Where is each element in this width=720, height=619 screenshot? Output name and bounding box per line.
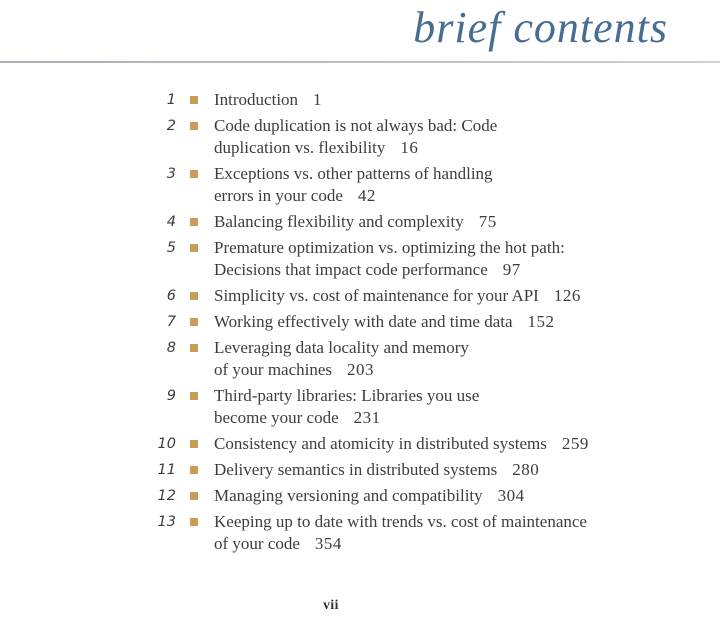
square-bullet-icon bbox=[190, 122, 198, 130]
square-bullet-icon bbox=[190, 392, 198, 400]
chapter-page-number: 97 bbox=[502, 260, 521, 279]
chapter-number: 5 bbox=[166, 240, 176, 256]
chapter-title bbox=[214, 89, 322, 111]
chapter-page-number: 304 bbox=[497, 486, 525, 505]
chapter-title-line: Leveraging data locality and memory bbox=[214, 338, 469, 357]
chapter-title-line: Exceptions vs. other patterns of handling bbox=[214, 164, 493, 183]
toc-entry bbox=[0, 485, 720, 507]
chapter-title bbox=[214, 433, 589, 455]
footer-folio: vii bbox=[323, 597, 339, 612]
chapter-title-line: Working effectively with date and time data 152 bbox=[214, 312, 555, 331]
chapter-page-number: 152 bbox=[527, 312, 555, 331]
chapter-number: 6 bbox=[166, 288, 176, 304]
square-bullet-icon bbox=[190, 292, 198, 300]
toc-entry bbox=[0, 433, 720, 455]
chapter-page-number: 75 bbox=[478, 212, 497, 231]
chapter-page-number: 42 bbox=[357, 186, 376, 205]
chapter-title-line: Decisions that impact code performance 97 bbox=[214, 260, 521, 279]
square-bullet-icon bbox=[190, 440, 198, 448]
chapter-title-line: Delivery semantics in distributed systems 280 bbox=[214, 460, 540, 479]
chapter-title-line: Managing versioning and compatibility 304 bbox=[214, 486, 525, 505]
square-bullet-icon bbox=[190, 244, 198, 252]
square-bullet-icon bbox=[190, 518, 198, 526]
chapter-title bbox=[214, 337, 469, 381]
chapter-title bbox=[214, 485, 525, 507]
chapter-title-line: Balancing flexibility and complexity 75 bbox=[214, 212, 497, 231]
toc-entry bbox=[0, 311, 720, 333]
toc-entry bbox=[0, 89, 720, 111]
chapter-page-number: 280 bbox=[512, 460, 540, 479]
chapter-page-number: 1 bbox=[313, 90, 323, 109]
chapter-number: 2 bbox=[166, 118, 176, 134]
chapter-number: 8 bbox=[166, 340, 176, 356]
chapter-title bbox=[214, 385, 479, 429]
square-bullet-icon bbox=[190, 96, 198, 104]
toc-entry bbox=[0, 115, 720, 159]
chapter-title-line: of your code 354 bbox=[214, 534, 342, 553]
chapter-title-line: Simplicity vs. cost of maintenance for your API 126 bbox=[214, 286, 581, 305]
chapter-title-line: Code duplication is not always bad: Code bbox=[214, 116, 498, 135]
square-bullet-icon bbox=[190, 170, 198, 178]
chapter-title bbox=[214, 115, 497, 159]
chapter-title-line: errors in your code 42 bbox=[214, 186, 376, 205]
chapter-title bbox=[214, 285, 581, 307]
chapter-number: 13 bbox=[157, 514, 176, 530]
toc-entry bbox=[0, 237, 720, 281]
toc-entry bbox=[0, 337, 720, 381]
chapter-title bbox=[214, 211, 497, 233]
chapter-number: 7 bbox=[166, 314, 176, 330]
chapter-title bbox=[214, 311, 555, 333]
chapter-title-line: duplication vs. flexibility 16 bbox=[214, 138, 419, 157]
chapter-page-number: 126 bbox=[553, 286, 581, 305]
chapter-title bbox=[214, 459, 539, 481]
toc-entry bbox=[0, 211, 720, 233]
square-bullet-icon bbox=[190, 318, 198, 326]
chapter-number: 11 bbox=[157, 462, 176, 478]
chapter-number: 4 bbox=[166, 214, 176, 230]
chapter-number: 1 bbox=[166, 92, 176, 108]
chapter-page-number: 231 bbox=[353, 408, 381, 427]
chapter-number: 3 bbox=[166, 166, 176, 182]
toc-entry bbox=[0, 511, 720, 555]
toc-entry bbox=[0, 385, 720, 429]
chapter-title-line: become your code 231 bbox=[214, 408, 381, 427]
chapter-number: 10 bbox=[157, 436, 176, 452]
page-title: brief contents bbox=[413, 3, 668, 52]
square-bullet-icon bbox=[190, 218, 198, 226]
chapter-title-line: of your machines 203 bbox=[214, 360, 375, 379]
chapter-page-number: 203 bbox=[347, 360, 375, 379]
chapter-title-line: Consistency and atomicity in distributed systems 259 bbox=[214, 434, 589, 453]
chapter-page-number: 259 bbox=[561, 434, 589, 453]
title-rule bbox=[0, 61, 720, 63]
square-bullet-icon bbox=[190, 466, 198, 474]
chapter-number: 12 bbox=[157, 488, 176, 504]
toc-entry bbox=[0, 163, 720, 207]
square-bullet-icon bbox=[190, 344, 198, 352]
chapter-title-line: Keeping up to date with trends vs. cost of maintenance bbox=[214, 512, 587, 531]
chapter-title bbox=[214, 237, 565, 281]
chapter-number: 9 bbox=[166, 388, 176, 404]
chapter-title bbox=[214, 511, 587, 555]
chapter-title bbox=[214, 163, 493, 207]
toc-entry bbox=[0, 285, 720, 307]
chapter-page-number: 16 bbox=[400, 138, 419, 157]
toc-list bbox=[0, 89, 720, 559]
square-bullet-icon bbox=[190, 492, 198, 500]
toc-entry bbox=[0, 459, 720, 481]
chapter-title-line: Premature optimization vs. optimizing the hot path: bbox=[214, 238, 565, 257]
chapter-title-line: Introduction 1 bbox=[214, 90, 323, 109]
chapter-page-number: 354 bbox=[314, 534, 342, 553]
chapter-title-line: Third-party libraries: Libraries you use bbox=[214, 386, 480, 405]
